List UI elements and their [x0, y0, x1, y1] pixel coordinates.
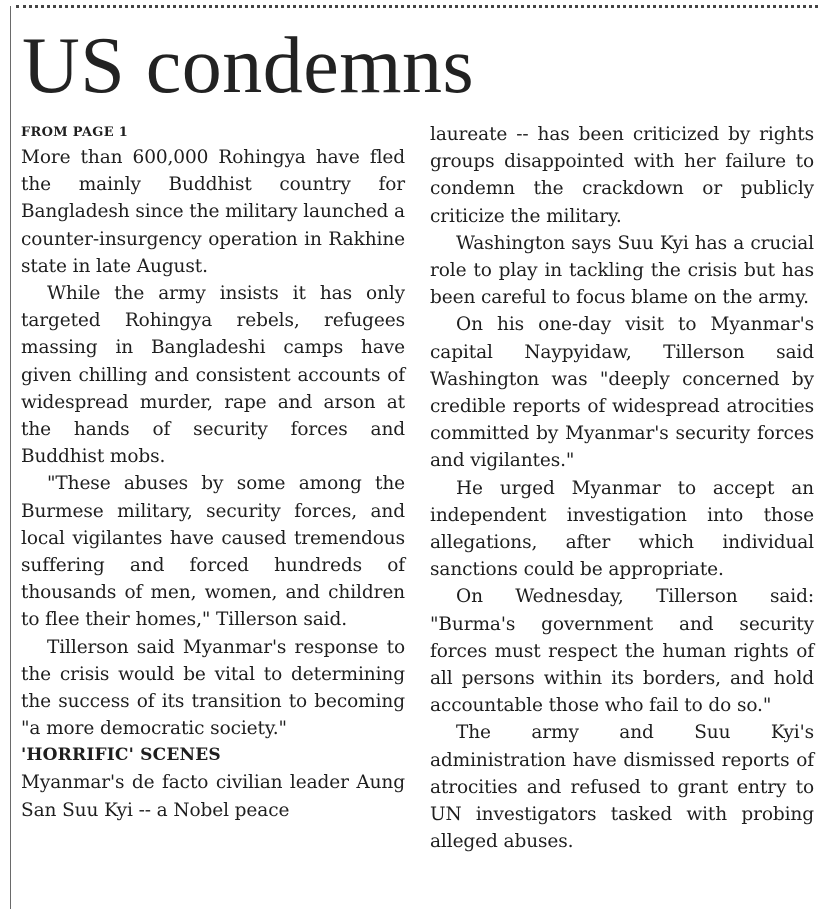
paragraph: Myanmar's de facto civilian leader Aung San Suu Kyi -- a Nobel peace: [21, 772, 405, 821]
headline: US condemns: [22, 22, 475, 110]
left-column: [21, 118, 405, 824]
paragraph: Washington says Suu Kyi has a crucial role to play in tackling the crisis but has been careful to focus blame on the army.: [430, 232, 814, 309]
paragraph: "These abuses by some among the Burmese military, security forces, and local vigilantes have caused tremendous suffering and forced hundreds of thousands of men, women, and children to flee their homes," Tillerson said.: [21, 473, 405, 631]
top-dotted-rule: [16, 5, 818, 8]
paragraph: The army and Suu Kyi's administration have dismissed reports of atrocities and refused to grant entry to UN investigators tasked with probing alleged abuses.: [430, 722, 814, 853]
paragraph: On his one-day visit to Myanmar's capital Naypyidaw, Tillerson said Washington was "deeply concerned by credible reports of widespread atrocities committed by Myanmar's security forces and vigilantes.": [430, 314, 814, 472]
left-column-rule: [10, 6, 11, 909]
paragraph: More than 600,000 Rohingya have fled the mainly Buddhist country for Bangladesh since the military launched a counter-insurgency operation in Rakhine state in late August.: [21, 147, 405, 277]
paragraph: He urged Myanmar to accept an independent investigation into those allegations, after which individual sanctions could be appropriate.: [430, 477, 814, 581]
paragraph: While the army insists it has only targeted Rohingya rebels, refugees massing in Bangladeshi camps have given chilling and consistent accounts of widespread murder, rape and arson at the hands of security forces and Buddhist mobs.: [21, 283, 405, 468]
paragraph: Tillerson said Myanmar's response to the crisis would be vital to determining the success of its transition to becoming "a more democratic society.": [21, 636, 405, 740]
kicker-from-page: FROM PAGE 1: [21, 125, 129, 140]
paragraph: laureate -- has been criticized by rights groups disappointed with her failure to condemn the crackdown or publicly criticize the military.: [430, 124, 814, 227]
right-column: [430, 121, 814, 855]
subhead: 'HORRIFIC' SCENES: [21, 745, 221, 766]
paragraph: On Wednesday, Tillerson said: "Burma's government and security forces must respect the human rights of all persons within its borders, and hold accountable those who fail to do so.": [430, 586, 814, 717]
